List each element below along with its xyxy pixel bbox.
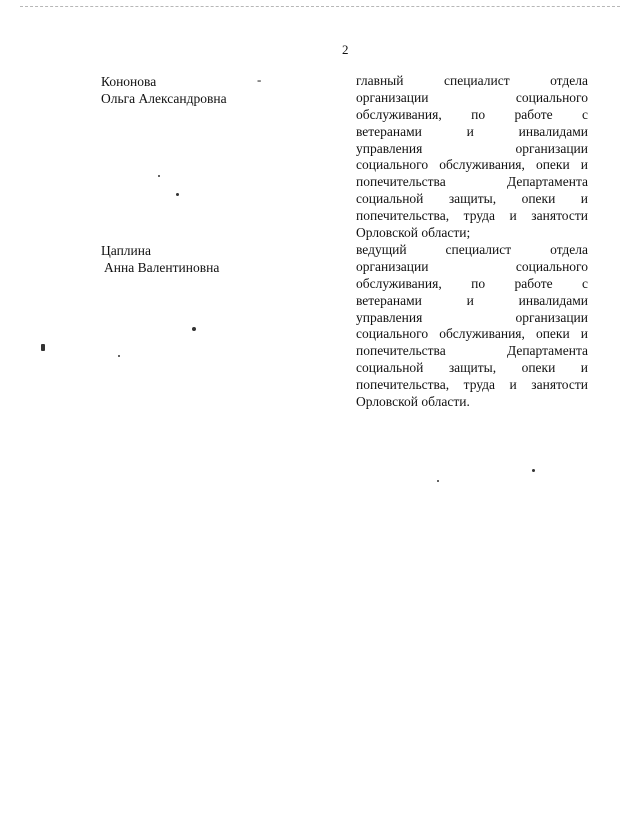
position-line: социальной защиты, опеки и — [356, 191, 588, 207]
separator-dash: - — [257, 72, 262, 87]
person-name-block-1 — [101, 73, 227, 107]
scan-speck — [158, 175, 160, 177]
position-line: попечительства, труда и занятости — [356, 208, 588, 224]
position-line: ведущий специалист отдела — [356, 242, 588, 257]
page-number: 2 — [342, 42, 349, 57]
position-line: социального обслуживания, опеки и — [356, 326, 588, 342]
scan-speck — [192, 327, 196, 331]
position-line: Орловской области; — [356, 225, 471, 241]
position-line: ветеранами и инвалидами — [356, 123, 588, 139]
scan-speck — [532, 469, 535, 472]
position-line: социальной защиты, опеки и — [356, 360, 588, 376]
position-line: ветеранами и инвалидами — [356, 292, 588, 308]
scan-speck — [118, 355, 120, 357]
position-line: организации социального — [356, 258, 588, 274]
position-line: социального обслуживания, опеки и — [356, 157, 588, 173]
scan-speck — [41, 344, 45, 351]
position-line: попечительства Департамента — [356, 343, 588, 359]
person-surname: Кононова — [101, 74, 157, 89]
position-line: обслуживания, по работе с — [356, 275, 588, 291]
position-line: попечительства, труда и занятости — [356, 377, 588, 393]
person-given-names: Ольга Александровна — [101, 91, 227, 106]
person-name-block-2 — [101, 242, 219, 276]
position-line: управления организации — [356, 140, 588, 156]
position-line: главный специалист отдела — [356, 73, 588, 88]
position-line: Орловской области. — [356, 394, 470, 410]
position-description-1 — [356, 73, 588, 242]
scan-speck — [437, 480, 439, 482]
position-line: организации социального — [356, 89, 588, 105]
position-line: попечительства Департамента — [356, 174, 588, 190]
scan-top-edge — [20, 6, 620, 7]
position-line: управления организации — [356, 309, 588, 325]
scan-speck — [176, 193, 179, 196]
person-surname: Цаплина — [101, 243, 151, 258]
position-line: обслуживания, по работе с — [356, 106, 588, 122]
person-given-names: Анна Валентиновна — [104, 260, 220, 275]
position-description-2 — [356, 242, 588, 411]
